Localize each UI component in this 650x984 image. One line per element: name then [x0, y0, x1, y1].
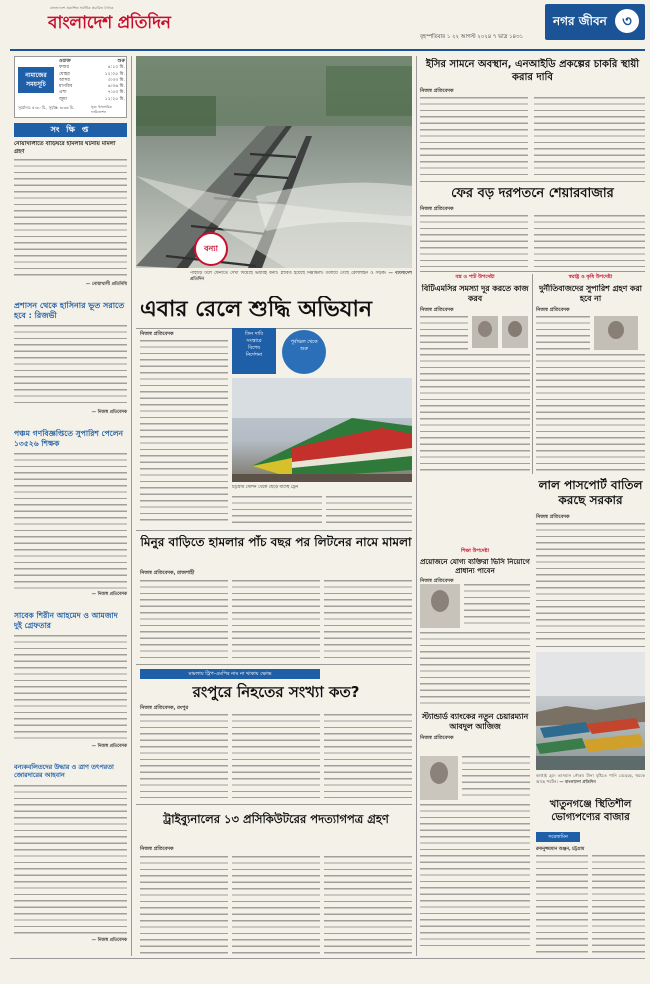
nid-body-col2 [534, 97, 645, 177]
edu-byline: নিজস্ব প্রতিবেদক [420, 578, 454, 584]
bsec-portrait-1-face [478, 321, 492, 337]
brief-headline: বন্যকবলিতদের উদ্ধার ও ত্রাণ তৎপরতা জোরদারের আহবান [14, 763, 114, 780]
prayer-table [59, 59, 125, 103]
tribunal-body-col1 [140, 856, 228, 954]
brief-item [14, 611, 127, 756]
brief-item [14, 141, 127, 293]
masthead-tagline: বাংলাদেশে প্রকাশিত সর্বাধিক প্রচারিত দৈনিক [50, 6, 114, 10]
minu-body-col3 [324, 580, 412, 660]
prayer-header-waqt: ওয়াক্ত [59, 59, 71, 64]
page-bottom-rule [10, 958, 645, 959]
prayer-name: জুমা [59, 96, 67, 102]
rail-sidebar-2-text: পূর্বাঞ্চল থেকে শুরু [290, 340, 318, 352]
flood-caption-text: পাহাড়ি ঢলে ফেনীতে দেখা দিয়েছে ভয়াবহ বন্যা। প্লাবিত হয়েছে নিম্নাঞ্চল। তলিয়ে গেছে রেললাইন ও সড়ক। [190, 271, 387, 276]
edu-story [420, 548, 530, 708]
prayer-time: ৪:১০ মি. [107, 65, 125, 71]
brief-headline: নোয়াখালীতে বাড়িঘরে হামলার ঘটনায় মামলা গ্রহণ [14, 141, 116, 155]
prayer-header-start: শুরু [117, 59, 125, 64]
bank-byline: নিজস্ব প্রতিবেদক [420, 735, 454, 741]
edu-body-b [420, 632, 530, 704]
masthead-rule [10, 49, 645, 51]
market-body-col2 [592, 855, 645, 953]
rail-sidebar [232, 328, 276, 374]
brief-credit: — নিজস্ব প্রতিবেদক [91, 938, 127, 943]
minu-body-col2 [232, 580, 320, 660]
rail-bottom-rule [136, 530, 412, 531]
market-headline: খাতুনগঞ্জে স্থিতিশীল ভোগ্যপণ্যের বাজার [549, 799, 632, 823]
prayer-source: সূত্র: ইসলামিক ফাউন্ডেশন [91, 105, 112, 114]
flood-scene [136, 56, 412, 268]
brief-body [14, 453, 127, 591]
prayer-label [18, 67, 54, 93]
brief-credit: — নোয়াখালী প্রতিনিধি [85, 282, 127, 287]
tribunal-byline: নিজস্ব প্রতিবেদক [140, 846, 174, 852]
bsec-headline: বিটিএমসির সমস্যা দূর করতে কাজ করব [421, 284, 529, 303]
edu-portrait [420, 584, 460, 628]
market-byline: রুকনুজ্জামান অঞ্জন, চট্টগ্রাম [536, 847, 585, 852]
rail-sidebar-line: সংস্কারে [246, 338, 262, 344]
bank-body-a [462, 756, 530, 800]
masthead [0, 0, 650, 52]
edu-kicker: শিক্ষা উপদেষ্টা [460, 548, 489, 554]
tribunal-body-col3 [324, 856, 412, 954]
nid-bottom-rule [420, 181, 645, 182]
edu-body-a [464, 584, 530, 628]
date-line: বৃহস্পতিবার ১ ২২ আগস্ট ২০২৪ ৭ ভাদ্র ১৪৩১ [420, 34, 524, 40]
brief-item [14, 763, 127, 951]
nid-body-col1 [420, 97, 528, 177]
brief-credit: — নিজস্ব প্রতিবেদক [91, 592, 127, 597]
prayer-name: ফজর [59, 65, 69, 71]
agri-body-b [536, 354, 645, 472]
brief-list [14, 141, 127, 951]
minu-byline: নিজস্ব প্রতিবেদক, রাজশাহী [140, 570, 195, 576]
rangpur-kicker [140, 669, 320, 679]
bsec-story [420, 274, 530, 474]
prayer-time: ৬:৩৬ মি. [107, 84, 125, 90]
brief-banner-text: সং ক্ষি প্ত [50, 125, 91, 134]
prayer-name: যোহর [59, 71, 70, 77]
flood-tag [194, 232, 228, 266]
market-kicker-text: সরেজমিন [548, 834, 568, 840]
rail-body-col2 [232, 496, 322, 526]
brief-credit: — নিজস্ব প্রতিবেদক [91, 744, 127, 749]
brief-body [14, 635, 127, 743]
rangpur-headline: রংপুরে নিহতের সংখ্যা কত? [192, 683, 360, 701]
minu-headline: মিনুর বাড়িতে হামলার পাঁচ বছর পর লিটনের নামে মামলা [140, 535, 412, 549]
edu-portrait-face [431, 590, 449, 612]
passport-body-col1 [536, 523, 645, 643]
market-body-col1 [536, 855, 588, 953]
section-name: নগর জীবন [553, 14, 607, 28]
rail-sidebar-line: বিশেষ [248, 345, 260, 351]
rail-body-col1 [140, 340, 228, 522]
agri-byline: নিজস্ব প্রতিবেদক [536, 307, 570, 313]
brief-body [14, 159, 127, 279]
brief-banner [14, 123, 127, 137]
brief-body [14, 325, 127, 407]
share-headline: ফের বড় দরপতনে শেয়ারবাজার [451, 186, 614, 201]
bsec-body-b [420, 354, 530, 472]
boat-photo [536, 652, 645, 770]
rail-sidebar-line: নির্দেশনা [245, 352, 263, 358]
train-image [232, 378, 412, 482]
masthead-logo-text: বাংলাদেশ প্রতিদিন [48, 13, 171, 33]
rail-sidebar-2 [282, 330, 326, 374]
bank-headline: স্ট্যান্ডার্ড ব্যাংকের নতুন চেয়ারম্যান আবদুল আজিজ [421, 712, 529, 731]
brief-headline: পঞ্চম গণবিজ্ঞপ্তিতে সুপারিশ পেলেন ১৩৫২৬ শিক্ষক [14, 429, 124, 448]
brief-credit: — নিজস্ব প্রতিবেদক [91, 410, 127, 415]
bank-body-b [420, 804, 530, 950]
prayer-row [59, 97, 125, 103]
share-body-col1 [420, 215, 528, 267]
market-kicker [536, 832, 580, 842]
sun-times: সূর্যোদয়: ৫:৩০ মি., সূর্যাস্ত: ৬:৩৬ মি. [18, 105, 75, 110]
prayer-box [14, 56, 127, 118]
minu-body-col1 [140, 580, 228, 660]
rangpur-byline: নিজস্ব প্রতিবেদক, রংপুর [140, 705, 189, 711]
rail-headline: এবার রেলে শুদ্ধি অভিযান [140, 297, 372, 322]
brief-item [14, 429, 127, 604]
rangpur-kicker-text: মামলায় ট্রিপ-এমপির নাম না থাকায় ক্ষোভ [188, 671, 272, 677]
rail-body-col3 [326, 496, 412, 526]
brief-body [14, 785, 127, 935]
bsec-kicker: বস্ত্র ও পাট উপদেষ্টা [455, 274, 495, 280]
boat-scene [536, 652, 645, 770]
brief-item [14, 301, 127, 421]
prayer-name: এশা [59, 90, 67, 96]
minu-bottom-rule [136, 664, 412, 665]
left-column-rule [131, 56, 132, 956]
passport-byline: নিজস্ব প্রতিবেদক [536, 514, 570, 520]
rangpur-body-col1 [140, 714, 228, 798]
agri-story [536, 274, 645, 474]
rail-byline: নিজস্ব প্রতিবেদক [140, 331, 174, 337]
bank-story [420, 712, 530, 952]
rangpur-body-col2 [232, 714, 320, 798]
bsec-portrait-1 [472, 316, 498, 348]
share-bottom-rule [420, 271, 645, 272]
bsec-portrait-2 [502, 316, 528, 348]
nid-byline: নিজস্ব প্রতিবেদক [420, 88, 454, 94]
bsec-byline: নিজস্ব প্রতিবেদক [420, 307, 454, 313]
page-number [615, 9, 639, 33]
brief-headline: সাবেক শিরীন আহমেদ ও আমজাদ দুই গ্রেফতার [14, 611, 118, 630]
edu-headline: প্রয়োজনে যোগ্য ব্যক্তিরা ভিসি নিয়োগে প্রাধান্য পাবেন [420, 558, 530, 575]
agri-portrait [594, 316, 638, 350]
prayer-label-text: নামাজের সময়সূচি [25, 72, 47, 88]
agri-headline: দুর্নীতিবাজদের সুপারিশ গ্রহণ করা হবে না [539, 284, 642, 303]
agri-kicker: স্বরাষ্ট্র ও কৃষি উপদেষ্টা [568, 274, 613, 280]
rail-sidebar-line: তিন দাবি [244, 331, 264, 337]
bank-portrait-face [430, 762, 448, 784]
flood-caption-credit: — বাংলাদেশ প্রতিদিন [190, 271, 412, 282]
tribunal-headline: ট্রাইব্যুনালের ১৩ প্রসিকিউটরের পদত্যাগপত্র গ্রহণ [163, 812, 389, 826]
boat-caption [536, 773, 645, 795]
prayer-time: ৭:৫৩ মি. [107, 90, 125, 96]
agri-portrait-face [608, 321, 624, 339]
masthead-logo [48, 10, 171, 38]
bsec-body-a [420, 316, 468, 350]
prayer-name: আসর [59, 77, 70, 83]
prayer-time: ১২:২৫ মি. [104, 96, 125, 102]
boat-caption-credit: — বাংলাদেশ প্রতিদিন [559, 778, 596, 784]
train-photo [232, 378, 412, 482]
passport-bottom-rule [536, 646, 645, 647]
flood-photo [136, 56, 412, 268]
section-banner [545, 4, 645, 40]
share-byline: নিজস্ব প্রতিবেদক [420, 206, 454, 212]
passport-headline: লাল পাসপোর্ট বাতিল করছে সরকার [538, 478, 643, 507]
rangpur-bottom-rule [136, 804, 412, 805]
nid-headline: ইসির সামনে অবস্থান, এনআইডি প্রকল্পের চাকরি স্থায়ী করার দাবি [425, 59, 640, 83]
bsec-portrait-2-face [508, 321, 522, 337]
bsec-agri-divider [532, 274, 533, 474]
mid-column-rule [416, 56, 417, 956]
page-number-text: ৩ [622, 12, 632, 30]
agri-body-a [536, 316, 590, 350]
flood-tag-text: বন্যা [204, 244, 218, 253]
share-body-col2 [534, 215, 645, 267]
flood-caption [190, 271, 412, 291]
tribunal-body-col2 [232, 856, 320, 954]
prayer-time: ৩:৩৩ মি. [107, 77, 125, 83]
bank-portrait [420, 756, 458, 800]
prayer-time: ১২:০৫ মি. [104, 71, 125, 77]
train-caption: চট্টগ্রাম স্টেশন থেকে ছেড়ে যাচ্ছে ট্রেন [232, 485, 299, 490]
prayer-name: মাগরিব [59, 84, 73, 90]
boat-caption-text: কাপ্তাই হ্রদে ভাসমান নৌকা। টানা বৃষ্টিতে পানি বেড়েছে, থমকে আছে পর্যটন। [536, 773, 645, 784]
rangpur-body-col3 [324, 714, 412, 798]
brief-headline: প্রশাসন থেকে হাসিনার ভূত সরাতে হবে : রিজভী [14, 301, 125, 320]
